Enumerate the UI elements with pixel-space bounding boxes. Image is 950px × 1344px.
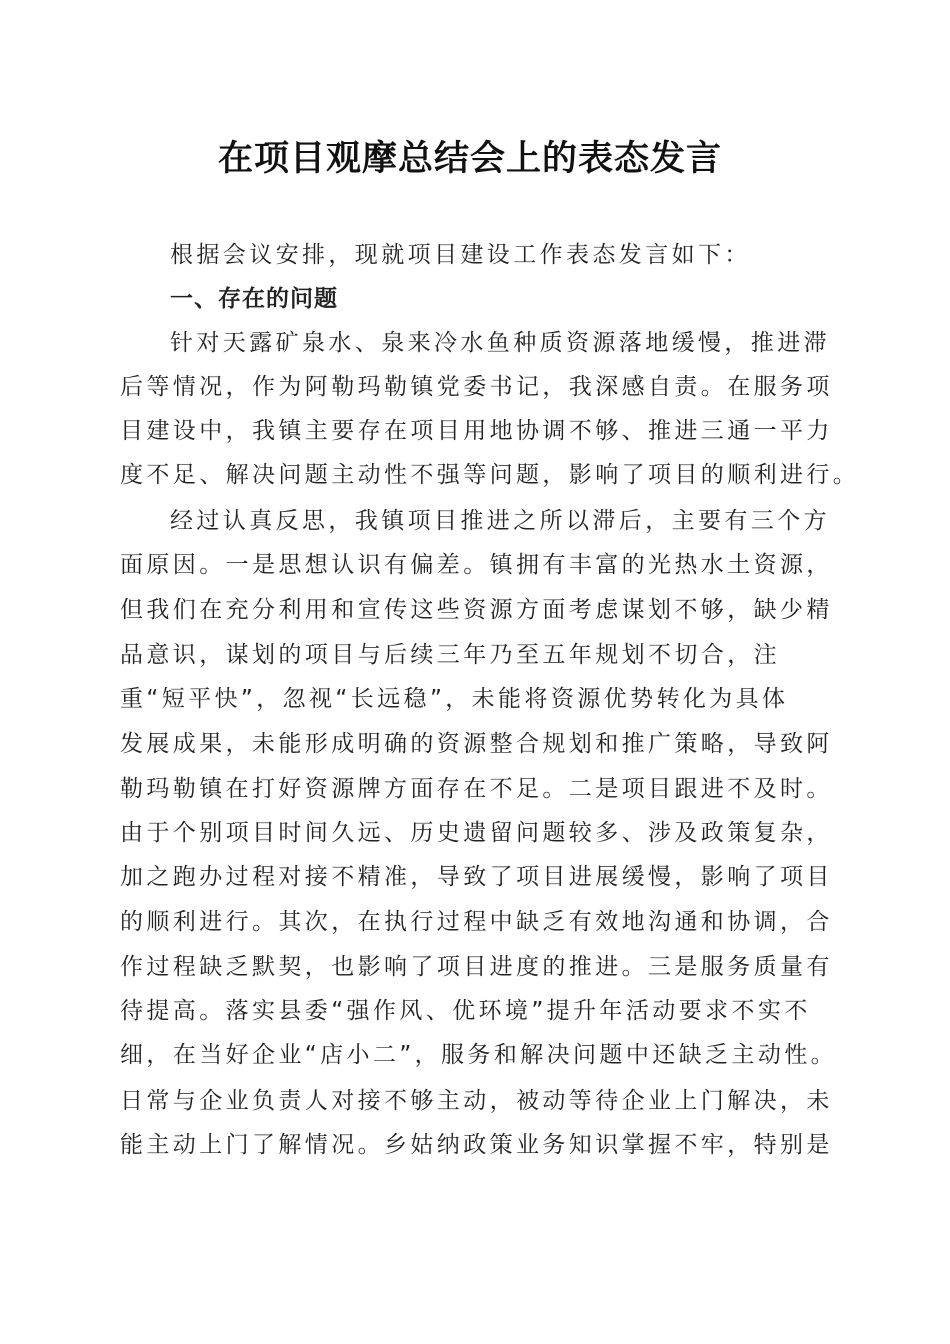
paragraph-line: 发展成果，未能形成明确的资源整合规划和推广策略，导致阿 [120,731,833,757]
paragraph-line: 加之跑办过程对接不精准，导致了项目进展缓慢，影响了项目 [120,864,833,890]
paragraph-line: 但我们在充分利用和宣传这些资源方面考虑谋划不够，缺少精 [120,597,833,623]
paragraph-line: 面原因。一是思想认识有偏差。镇拥有丰富的光热水土资源， [120,552,833,578]
paragraph-line: 经过认真反思，我镇项目推进之所以滞后，主要有三个方 [170,508,830,534]
paragraph-line: 由于个别项目时间久远、历史遗留问题较多、涉及政策复杂， [120,820,833,846]
paragraph-line: 的顺利进行。其次，在执行过程中缺乏有效地沟通和协调，合 [120,909,833,935]
paragraph-line: 能主动上门了解情况。乡姑纳政策业务知识掌握不牢，特别是 [120,1132,833,1158]
document-title: 在项目观摩总结会上的表态发言 [217,138,722,179]
paragraph-line: 目建设中，我镇主要存在项目用地协调不够、推进三通一平力 [120,418,833,444]
paragraph-line: 后等情况，作为阿勒玛勒镇党委书记，我深感自责。在服务项 [120,374,833,400]
paragraph-line: 针对天露矿泉水、泉来冷水鱼种质资源落地缓慢，推进滞 [170,330,830,356]
paragraph-line: 细，在当好企业“店小二”，服务和解决问题中还缺乏主动性。 [120,1042,838,1068]
paragraph-line: 待提高。落实县委“强作风、优环境”提升年活动要求不实不 [120,998,811,1024]
paragraph-line: 度不足、解决问题主动性不强等问题，影响了项目的顺利进行。 [120,462,860,488]
paragraph-line: 作过程缺乏默契，也影响了项目进度的推进。三是服务质量有 [120,954,833,980]
paragraph-line: 品意识，谋划的项目与后续三年乃至五年规划不切合，注 [120,642,780,668]
section-heading: 一、存在的问题 [170,286,338,312]
paragraph-line: 日常与企业负责人对接不够主动，被动等待企业上门解决，未 [120,1088,833,1114]
intro-paragraph: 根据会议安排，现就项目建设工作表态发言如下： [170,242,751,268]
paragraph-line: 勒玛勒镇在打好资源牌方面存在不足。二是项目跟进不及时。 [120,776,833,802]
paragraph-line: 重“短平快”，忽视“长远稳”，未能将资源优势转化为具体 [120,686,789,712]
